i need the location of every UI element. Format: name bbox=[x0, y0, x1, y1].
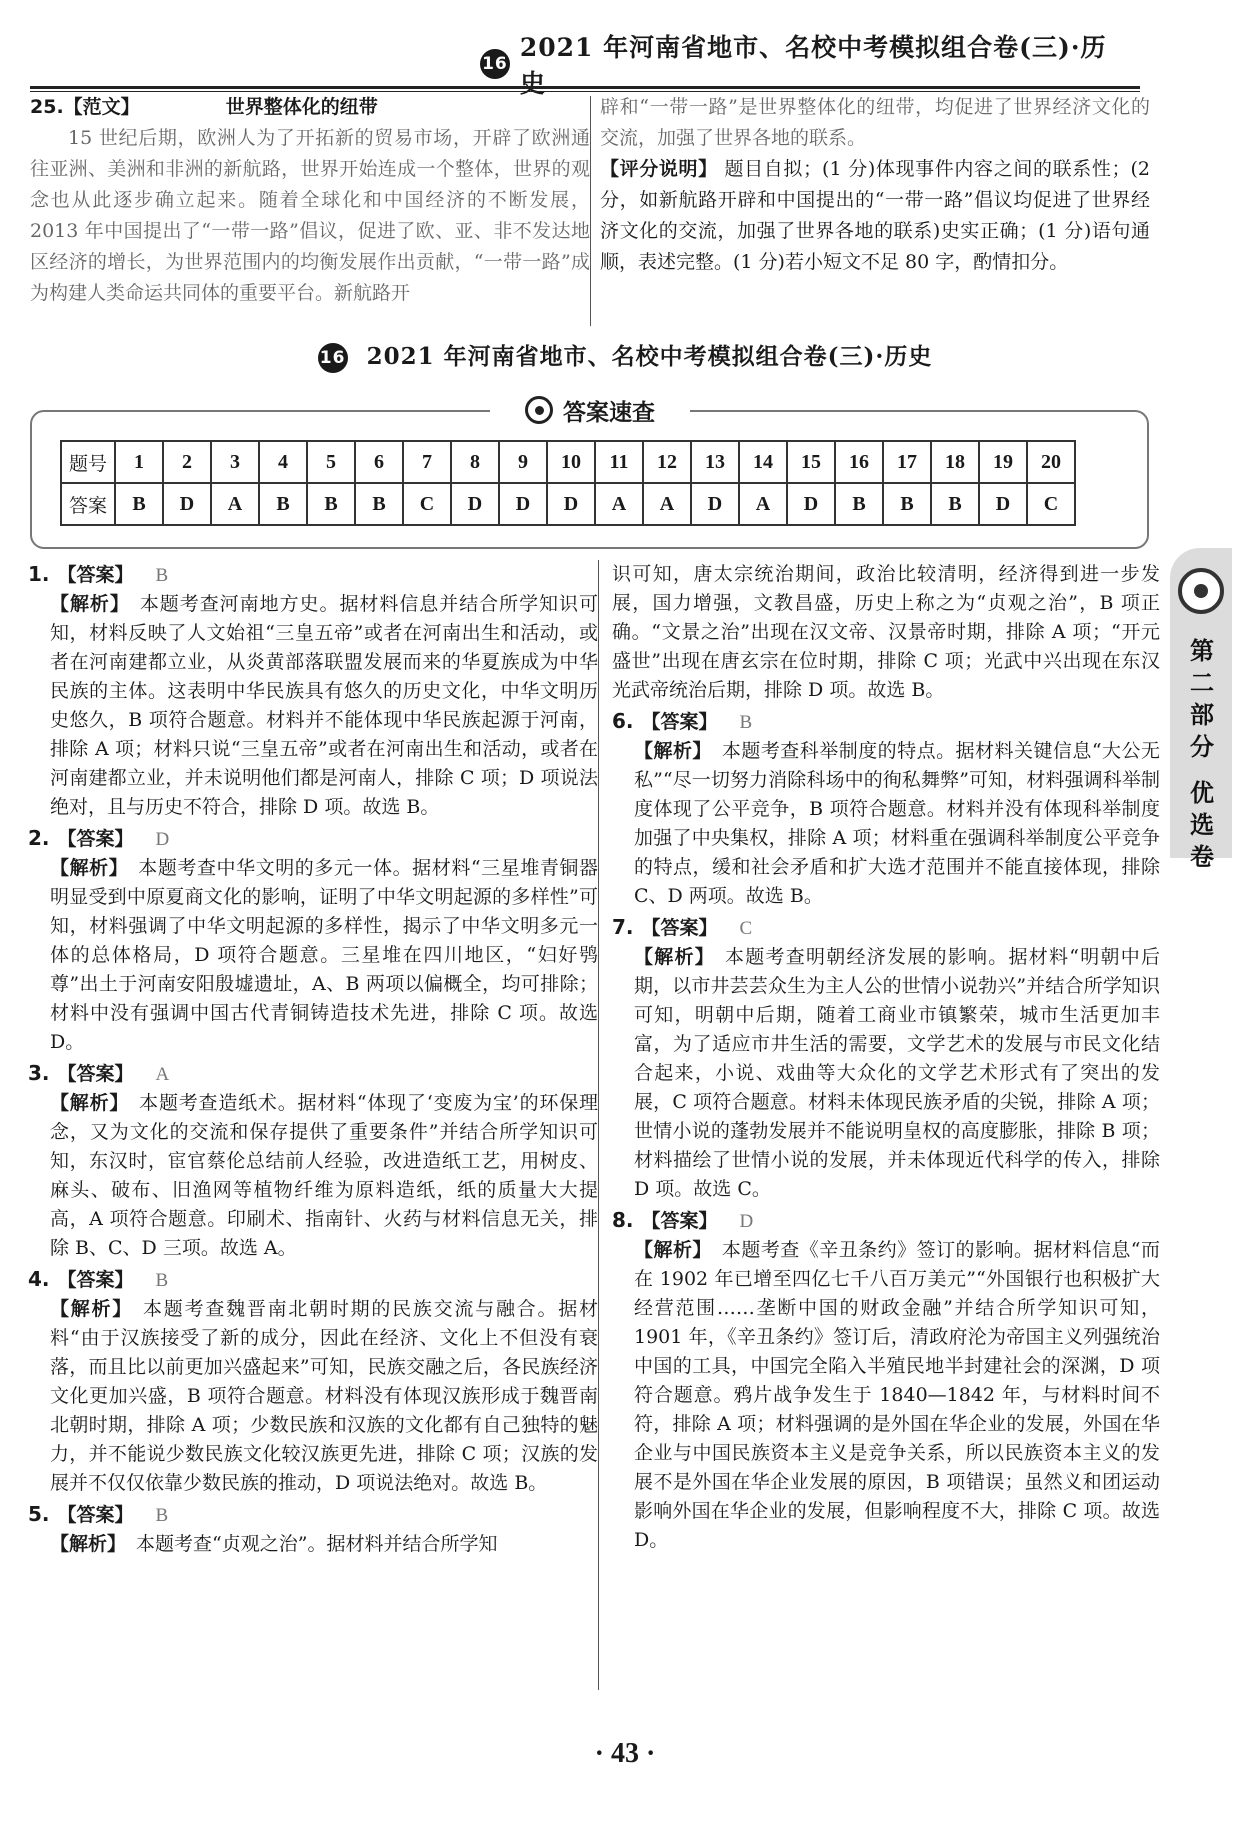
table-cell: 18 bbox=[931, 441, 979, 483]
table-cell: B bbox=[307, 483, 355, 525]
table-cell: 2 bbox=[163, 441, 211, 483]
table-cell: B bbox=[931, 483, 979, 525]
analysis-text: 本题考查明朝经济发展的影响。据材料“明朝中后期，以市井芸芸众生为主人公的世情小说勃兴”并结合所学知识可知，明朝中后期，随着工商业市镇繁荣，城市生活更加丰富，为了适应市井生活的需要，文学艺术的发展与市民文化结合起来，小说、戏曲等大众化的文学艺术形式有了突出的发展，C 项符合题意。材料未体现民族矛盾的尖锐，排除 A 项；世情小说的蓬勃发展并不能说明皇权的高度膨胀，排除 B 项；材料描绘了世情小说的发展，并未体现近代科学的传入，排除 D 项。故选 C。 bbox=[634, 946, 1160, 1200]
answer-letter: D bbox=[739, 1211, 754, 1232]
question-number-row bbox=[61, 441, 1075, 483]
answer-box-title bbox=[490, 393, 690, 427]
question-number: 6. bbox=[612, 709, 634, 733]
answer-letter: D bbox=[155, 829, 170, 850]
analysis-tag: 【解析】 bbox=[50, 593, 130, 615]
table-cell: 16 bbox=[835, 441, 883, 483]
table-cell: 4 bbox=[259, 441, 307, 483]
column-divider bbox=[590, 96, 591, 326]
question-explanation bbox=[28, 1500, 598, 1559]
analysis-text: 本题考查魏晋南北朝时期的民族交流与融合。据材料“由于汉族接受了新的成分，因此在经济、文化上不但没有衰落，而且比以前更加兴盛起来”可知，民族交融之后，各民族经济文化更加兴盛，B 项符合题意。材料没有体现汉族形成于魏晋南北朝时期，排除 A 项；少数民族和汉族的文化都有自己独特的魅力，并不能说少数民族文化较汉族更先进，排除 C 项；汉族的发展并不仅仅依靠少数民族的推动，D 项说法绝对。故选 B。 bbox=[50, 1298, 598, 1494]
table-cell: A bbox=[595, 483, 643, 525]
answer-box-title-text: 答案速查 bbox=[563, 399, 655, 426]
running-header-title: 2021 年河南省地市、名校中考模拟组合卷(三)·历史 bbox=[519, 33, 1107, 98]
table-cell: 14 bbox=[739, 441, 787, 483]
essay-right-column bbox=[600, 92, 1150, 278]
answer-tag: 【答案】 bbox=[57, 564, 134, 586]
question-number: 4. bbox=[28, 1267, 50, 1291]
analysis-tag: 【解析】 bbox=[634, 946, 716, 968]
table-cell: A bbox=[211, 483, 259, 525]
analysis-tag: 【解析】 bbox=[50, 857, 129, 879]
essay-body-continued: 辟和“一带一路”是世界整体化的纽带，均促进了世界经济文化的交流，加强了世界各地的联系。 bbox=[600, 96, 1150, 149]
answer-tag: 【答案】 bbox=[57, 1504, 134, 1526]
question-explanation bbox=[612, 913, 1160, 1204]
table-cell: D bbox=[451, 483, 499, 525]
table-cell: B bbox=[835, 483, 883, 525]
table-cell: D bbox=[691, 483, 739, 525]
table-cell: 13 bbox=[691, 441, 739, 483]
question-explanation bbox=[28, 560, 598, 822]
table-cell: 3 bbox=[211, 441, 259, 483]
page-number: · 43 · bbox=[594, 1738, 656, 1769]
table-cell: 5 bbox=[307, 441, 355, 483]
question-explanation-continued bbox=[612, 560, 1160, 705]
question-number: 1. bbox=[28, 562, 50, 586]
table-cell: D bbox=[547, 483, 595, 525]
table-cell: B bbox=[115, 483, 163, 525]
question-explanation bbox=[28, 824, 598, 1057]
analysis-text: 本题考查“贞观之治”。据材料并结合所学知 bbox=[136, 1533, 498, 1555]
answer-letter: B bbox=[739, 712, 753, 733]
essay-tag: 【范文】 bbox=[63, 96, 140, 118]
table-cell: D bbox=[499, 483, 547, 525]
row-label-answer: 答案 bbox=[61, 483, 115, 525]
analysis-text: 本题考查《辛丑条约》签订的影响。据材料信息“而在 1902 年已增至四亿七千八百万美元”“外国银行也积极扩大经营范围……垄断中国的财政金融”并结合所学知识可知，1901 年，《辛丑条约》签订后，清政府沦为帝国主义列强统治中国的工具，中国完全陷入半殖民地半封建社会的深渊，D 项符合题意。鸦片战争发生于 1840—1842 年，与材料时间不符，排除 A 项；材料强调的是外国在华企业的发展，外国在华企业与中国民族资本主义是竞争关系，所以民族资本主义的发展不是外国在华企业发展的原因，B 项错误；虽然义和团运动影响外国在华企业的发展，但影响程度不大，排除 C 项。故选 D。 bbox=[634, 1239, 1160, 1551]
question-number: 3. bbox=[28, 1061, 50, 1085]
left-answer-column bbox=[28, 560, 598, 1561]
answer-letter: C bbox=[739, 918, 753, 939]
section-header bbox=[0, 338, 1250, 373]
table-cell: A bbox=[643, 483, 691, 525]
table-cell: 6 bbox=[355, 441, 403, 483]
analysis-text: 识可知，唐太宗统治期间，政治比较清明，经济得到进一步发展，国力增强，文教昌盛，历史上称之为“贞观之治”，B 项正确。“文景之治”出现在汉文帝、汉景帝时期，排除 A 项；“开元盛世”出现在唐玄宗在位时期，排除 C 项；光武中兴出现在东汉光武帝统治后期，排除 D 项。故选 B。 bbox=[612, 563, 1160, 701]
criteria-text: 题目自拟；(1 分)体现事件内容之间的联系性；(2 分，如新航路开辟和中国提出的“一带一路”倡议均促进了世界经济文化的交流，加强了世界各地的联系)史实正确；(1 分)语句通顺，表述完整。(1 分)若小短文不足 80 字，酌情扣分。 bbox=[600, 158, 1150, 273]
table-cell: D bbox=[163, 483, 211, 525]
answer-letter: B bbox=[155, 1505, 169, 1526]
answer-tag: 【答案】 bbox=[641, 1210, 718, 1232]
question-explanation bbox=[612, 707, 1160, 911]
question-number: 8. bbox=[612, 1208, 634, 1232]
analysis-tag: 【解析】 bbox=[634, 1239, 712, 1261]
answer-table bbox=[60, 440, 1076, 526]
table-cell: 15 bbox=[787, 441, 835, 483]
table-cell: 17 bbox=[883, 441, 931, 483]
question-number: 7. bbox=[612, 915, 634, 939]
analysis-tag: 【解析】 bbox=[50, 1092, 130, 1114]
scoring-criteria bbox=[600, 154, 1150, 278]
table-cell: 9 bbox=[499, 441, 547, 483]
answer-tag: 【答案】 bbox=[57, 828, 134, 850]
essay-title: 世界整体化的纽带 bbox=[225, 96, 378, 118]
answer-tag: 【答案】 bbox=[57, 1269, 134, 1291]
question-number: 5. bbox=[28, 1502, 50, 1526]
answer-letter: B bbox=[155, 1270, 169, 1291]
answer-letter: A bbox=[155, 1064, 170, 1085]
target-icon bbox=[525, 396, 553, 424]
essay-body: 15 世纪后期，欧洲人为了开拓新的贸易市场，开辟了欧洲通往亚洲、美洲和非洲的新航路，世界开始连成一个整体，世界的观念也从此逐步确立起来。随着全球化和中国经济的不断发展，2013 年中国提出了“一带一路”倡议，促进了欧、亚、非不发达地区经济的增长，为世界范围内的均衡发展作出贡献，“一带一路”成为构建人类命运共同体的重要平台。新航路开 bbox=[30, 127, 590, 304]
criteria-tag: 【评分说明】 bbox=[600, 158, 718, 180]
analysis-text: 本题考查中华文明的多元一体。据材料“三星堆青铜器明显受到中原夏商文化的影响，证明了中华文明起源的多样性”可知，材料强调了中华文明起源的多样性，揭示了中华文明多元一体的总体格局，D 项符合题意。三星堆在四川地区，“妇好鸮尊”出土于河南安阳殷墟遗址，A、B 两项以偏概全，均可排除；材料中没有强调中国古代青铜铸造技术先进，排除 C 项。故选 D。 bbox=[50, 857, 598, 1053]
table-cell: C bbox=[403, 483, 451, 525]
table-cell: 11 bbox=[595, 441, 643, 483]
analysis-text: 本题考查河南地方史。据材料信息并结合所学知识可知，材料反映了人文始祖“三皇五帝”或者在河南出生和活动，或者在河南建都立业，从炎黄部落联盟发展而来的华夏族成为中华民族的主体。这表明中华民族具有悠久的历史文化，中华文明历史悠久，B 项符合题意。材料并不能体现中华民族起源于河南，排除 A 项；材料只说“三皇五帝”或者在河南出生和活动，或者在河南建都立业，并未说明他们都是河南人，排除 C 项；D 项说法绝对，且与历史不符合，排除 D 项。故选 B。 bbox=[50, 593, 598, 818]
analysis-tag: 【解析】 bbox=[50, 1298, 134, 1320]
header-rule bbox=[30, 86, 1140, 89]
table-cell: 19 bbox=[979, 441, 1027, 483]
row-label-number: 题号 bbox=[61, 441, 115, 483]
analysis-tag: 【解析】 bbox=[50, 1533, 127, 1555]
answer-row bbox=[61, 483, 1075, 525]
table-cell: 8 bbox=[451, 441, 499, 483]
answer-tag: 【答案】 bbox=[641, 711, 718, 733]
right-answer-column bbox=[612, 560, 1160, 1557]
answer-tag: 【答案】 bbox=[57, 1063, 134, 1085]
analysis-text: 本题考查造纸术。据材料“体现了‘变废为宝’的环保理念，又为文化的交流和保存提供了重要条件”并结合所学知识可知，东汉时，宦官蔡伦总结前人经验，改进造纸工艺，用树皮、麻头、破布、旧渔网等植物纤维为原料造纸，纸的质量大大提高，A 项符合题意。印刷术、指南针、火药与材料信息无关，排除 B、C、D 三项。故选 A。 bbox=[50, 1092, 598, 1259]
target-icon bbox=[1178, 568, 1224, 614]
answer-tag: 【答案】 bbox=[641, 917, 718, 939]
table-cell: 20 bbox=[1027, 441, 1075, 483]
table-cell: B bbox=[259, 483, 307, 525]
analysis-tag: 【解析】 bbox=[634, 740, 712, 762]
table-cell: 1 bbox=[115, 441, 163, 483]
paper-number-badge: 16 bbox=[318, 343, 348, 373]
question-explanation bbox=[28, 1059, 598, 1263]
table-cell: C bbox=[1027, 483, 1075, 525]
essay-number: 25. bbox=[30, 96, 64, 118]
section-title: 2021 年河南省地市、名校中考模拟组合卷(三)·历史 bbox=[366, 343, 933, 370]
question-number: 2. bbox=[28, 826, 50, 850]
side-tab-part: 第二部分 bbox=[1190, 637, 1214, 761]
table-cell: 7 bbox=[403, 441, 451, 483]
table-cell: 12 bbox=[643, 441, 691, 483]
page-running-header bbox=[480, 33, 1130, 98]
table-cell: A bbox=[739, 483, 787, 525]
table-cell: B bbox=[355, 483, 403, 525]
side-tab-text bbox=[1180, 635, 1224, 873]
table-cell: B bbox=[883, 483, 931, 525]
analysis-text: 本题考查科举制度的特点。据材料关键信息“大公无私”“尽一切努力消除科场中的徇私舞弊”可知，材料强调科举制度体现了公平竞争，B 项符合题意。材料并没有体现科举制度加强了中央集权，排除 A 项；材料重在强调科举制度公平竞争的特点，缓和社会矛盾和扩大选才范围并不能直接体现，排除 C、D 两项。故选 B。 bbox=[634, 740, 1160, 907]
essay-left-column bbox=[30, 92, 590, 309]
table-cell: D bbox=[787, 483, 835, 525]
table-cell: 10 bbox=[547, 441, 595, 483]
side-tab-name: 优选卷 bbox=[1190, 779, 1214, 871]
answer-letter: B bbox=[155, 565, 169, 586]
table-cell: D bbox=[979, 483, 1027, 525]
paper-number-badge: 16 bbox=[480, 49, 510, 79]
column-divider bbox=[598, 560, 599, 1690]
question-explanation bbox=[612, 1206, 1160, 1555]
question-explanation bbox=[28, 1265, 598, 1498]
